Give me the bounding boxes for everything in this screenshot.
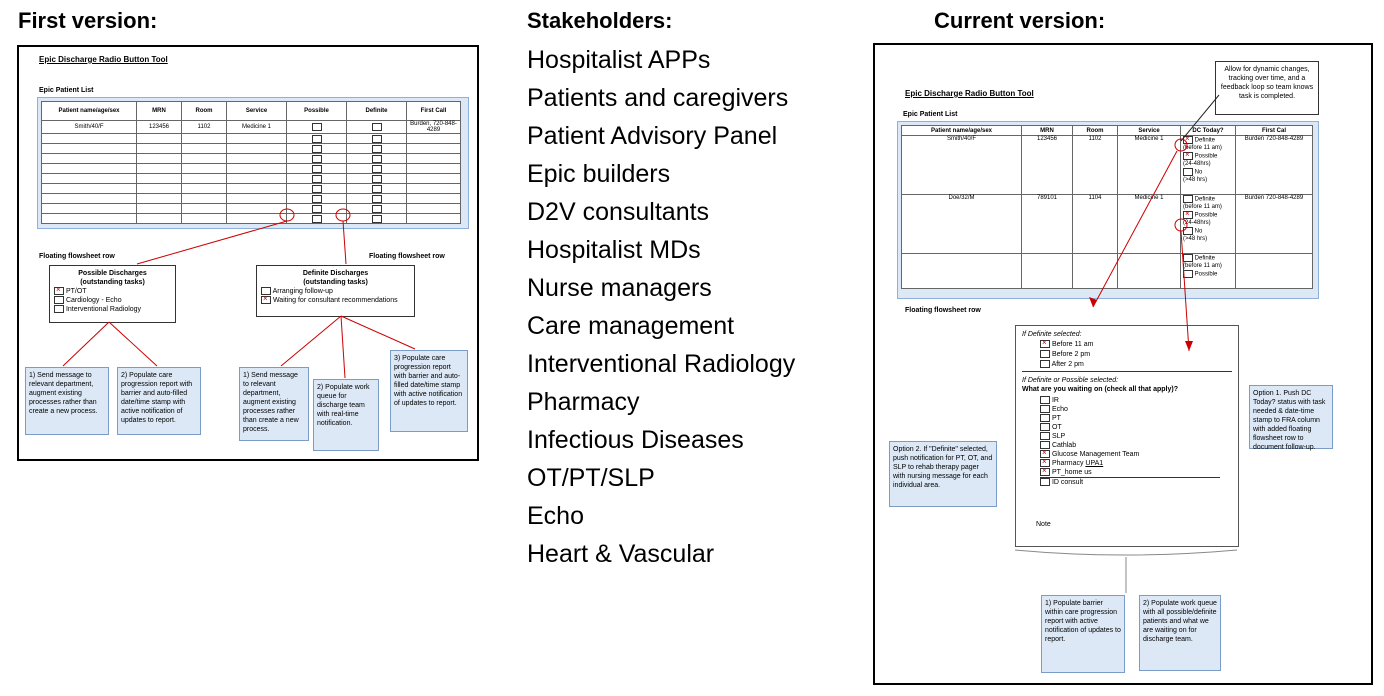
stakeholder-item: Nurse managers [527,274,712,302]
stakeholder-item: Infectious Diseases [527,426,744,454]
dc-option-definite[interactable]: Definite [1183,254,1233,262]
cv-option-1: Option 1. Push DC Today? status with task needed & date-time stamp to FRA column with added floating flowsheet row to document follow-up. [1249,385,1333,449]
cv-col-room: Room [1073,126,1118,136]
cv-waiting-question: What are you waiting on (check all that apply)? [1022,386,1178,393]
cv-waiting-opt[interactable]: ID consult [1040,478,1220,487]
current-version-frame [873,43,1373,685]
fv-col-definite: Definite [347,102,407,121]
heading-current-version: Current version: [934,8,1106,33]
fv-definite-title: Definite Discharges [302,270,369,277]
cv-col-patient: Patient name/age/sex [902,126,1022,136]
fv-col-first-call: First Call [407,102,461,121]
stakeholder-item: Interventional Radiology [527,350,796,378]
fv-note-4: 2) Populate work queue for discharge team with real-time notification. [313,379,379,451]
stakeholder-item: Epic builders [527,160,671,188]
stakeholder-item: Patients and caregivers [527,84,789,112]
fv-definite-item[interactable]: Arranging follow-up [261,287,414,296]
cv-definite-opt[interactable]: After 2 pm [1040,360,1084,369]
stakeholder-item: Patient Advisory Panel [527,122,778,150]
stakeholder-item: D2V consultants [527,198,710,226]
cv-if-definite: If Definite selected: [1022,331,1082,338]
cv-waiting-opt[interactable]: Echo [1040,405,1220,414]
cv-waiting-opt[interactable]: × PT_home us [1040,468,1220,478]
cv-cell: Medicine 1 [1118,136,1181,195]
cv-waiting-opt[interactable]: × Glucose Management Team [1040,450,1220,459]
dc-option-note: (before 11 am) [1183,145,1222,151]
dc-option-no[interactable]: No [1183,227,1233,235]
stakeholder-item: OT/PT/SLP [527,464,655,492]
fv-col-patient: Patient name/age/sex [42,102,137,121]
cv-waiting-opt[interactable]: SLP [1040,432,1220,441]
fv-definite-item[interactable]: × Waiting for consultant recommendations [261,296,414,305]
cv-definite-opt[interactable]: × Before 11 am [1040,340,1093,349]
dc-option-note: (before 11 am) [1183,204,1222,210]
dc-option-definite[interactable]: × Definite [1183,136,1233,144]
heading-stakeholders: Stakeholders: [527,8,673,33]
fv-note-3: 1) Send message to relevant department, augment existing processes rather than create a new process. [239,367,309,441]
heading-first-version: First version: [18,8,158,33]
dc-option-possible[interactable]: × Possible [1183,152,1233,160]
cv-callout-top: Allow for dynamic changes, tracking over time, and a feedback loop so team knows task is completed. [1215,61,1319,115]
cv-list-title: Epic Patient List [903,111,958,118]
cv-col-dc-today: DC Today? [1181,126,1236,136]
dc-option-note: (24-48hrs) [1183,161,1211,167]
cv-floating-label: Floating flowsheet row [905,307,981,314]
cv-cell: Medicine 1 [1118,195,1181,254]
dc-option-note: (>48 hrs) [1183,177,1208,183]
cv-waiting-opt[interactable]: Cathlab [1040,441,1220,450]
fv-col-possible: Possible [287,102,347,121]
first-version-frame [17,45,479,461]
cv-col-first-call: First Cal [1236,126,1313,136]
fv-cell: Medicine 1 [227,121,287,134]
fv-list-title: Epic Patient List [39,87,94,94]
cv-cell: Smith/40/F [902,136,1022,195]
cv-cell: 1104 [1073,195,1118,254]
cv-cell: Doe/32/M [902,195,1022,254]
dc-option-no[interactable]: No [1183,168,1233,176]
cv-option-2: Option 2. If "Definite" selected, push notification for PT, OT, and SLP to rehab therapy pager with nursing message for each individual area. [889,441,997,507]
dc-option-definite[interactable]: Definite [1183,195,1233,203]
cv-col-mrn: MRN [1022,126,1073,136]
dc-option-note: (before 11 am) [1183,263,1222,269]
fv-col-service: Service [227,102,287,121]
fv-note-1: 1) Send message to relevant department, augment existing processes rather than create a new process. [25,367,109,435]
cv-cell: Burden 720-848-4289 [1236,195,1313,254]
dc-option-note: (24-48hrs) [1183,220,1211,226]
stakeholder-item: Echo [527,502,584,530]
fv-note-2: 2) Populate care progression report with barrier and auto-filled date/time stamp with active notification of updates to report. [117,367,201,435]
fv-note-5: 3) Populate care progression report with barrier and auto-filled date/time stamp with active notification of updates to report. [390,350,468,432]
fv-connector-lines [19,47,477,459]
cv-bottom-note-2: 2) Populate work queue with all possible/definite patients and what we are waiting on for discharge team. [1139,595,1221,671]
stakeholder-item: Heart & Vascular [527,540,715,568]
cv-if-def-or-pos: If Definite or Possible selected: [1022,377,1119,384]
cv-tool-title: Epic Discharge Radio Button Tool [905,89,1034,98]
cv-connector-lines [875,45,1371,683]
fv-cell: 123456 [137,121,182,134]
fv-definite-sub: (outstanding tasks) [303,279,368,286]
cv-waiting-opt[interactable]: PT [1040,414,1220,423]
stakeholder-item: Care management [527,312,735,340]
fv-possible-title: Possible Discharges [78,270,147,277]
fv-cell: Burden, 720-848-4289 [407,121,461,134]
cv-waiting-opt[interactable]: IR [1040,396,1220,405]
cv-bottom-note-1: 1) Populate barrier within care progression report with active notification of updates to report. [1041,595,1125,673]
pharmacy-extra: UPA1 [1085,460,1104,467]
fv-possible-item[interactable]: Interventional Radiology [54,305,175,314]
dc-option-possible[interactable]: Possible [1183,270,1233,278]
fv-floating-left: Floating flowsheet row [39,253,115,260]
cv-cell: Burden 720-848-4289 [1236,136,1313,195]
dc-option-possible[interactable]: × Possible [1183,211,1233,219]
fv-tool-title: Epic Discharge Radio Button Tool [39,55,168,64]
fv-possible-sub: (outstanding tasks) [80,279,145,286]
fv-possible-item[interactable]: Cardiology - Echo [54,296,175,305]
cv-waiting-opt[interactable]: OT [1040,423,1220,432]
fv-cell: Smith/40/F [42,121,137,134]
fv-floating-right: Floating flowsheet row [369,253,445,260]
fv-col-room: Room [182,102,227,121]
cv-cell: 123456 [1022,136,1073,195]
stakeholder-item: Hospitalist APPs [527,46,711,74]
stakeholder-item: Pharmacy [527,388,640,416]
stakeholder-item: Hospitalist MDs [527,236,701,264]
cv-note-label: Note [1036,521,1051,528]
cv-cell: 789101 [1022,195,1073,254]
dc-option-note: (>48 hrs) [1183,236,1208,242]
cv-definite-opt[interactable]: Before 2 pm [1040,350,1090,359]
fv-possible-item[interactable]: × PT/OT [54,287,175,296]
cv-cell: 1102 [1073,136,1118,195]
cv-waiting-opt[interactable]: × Pharmacy UPA1 [1040,459,1220,468]
fv-col-mrn: MRN [137,102,182,121]
fv-cell: 1102 [182,121,227,134]
cv-col-service: Service [1118,126,1181,136]
